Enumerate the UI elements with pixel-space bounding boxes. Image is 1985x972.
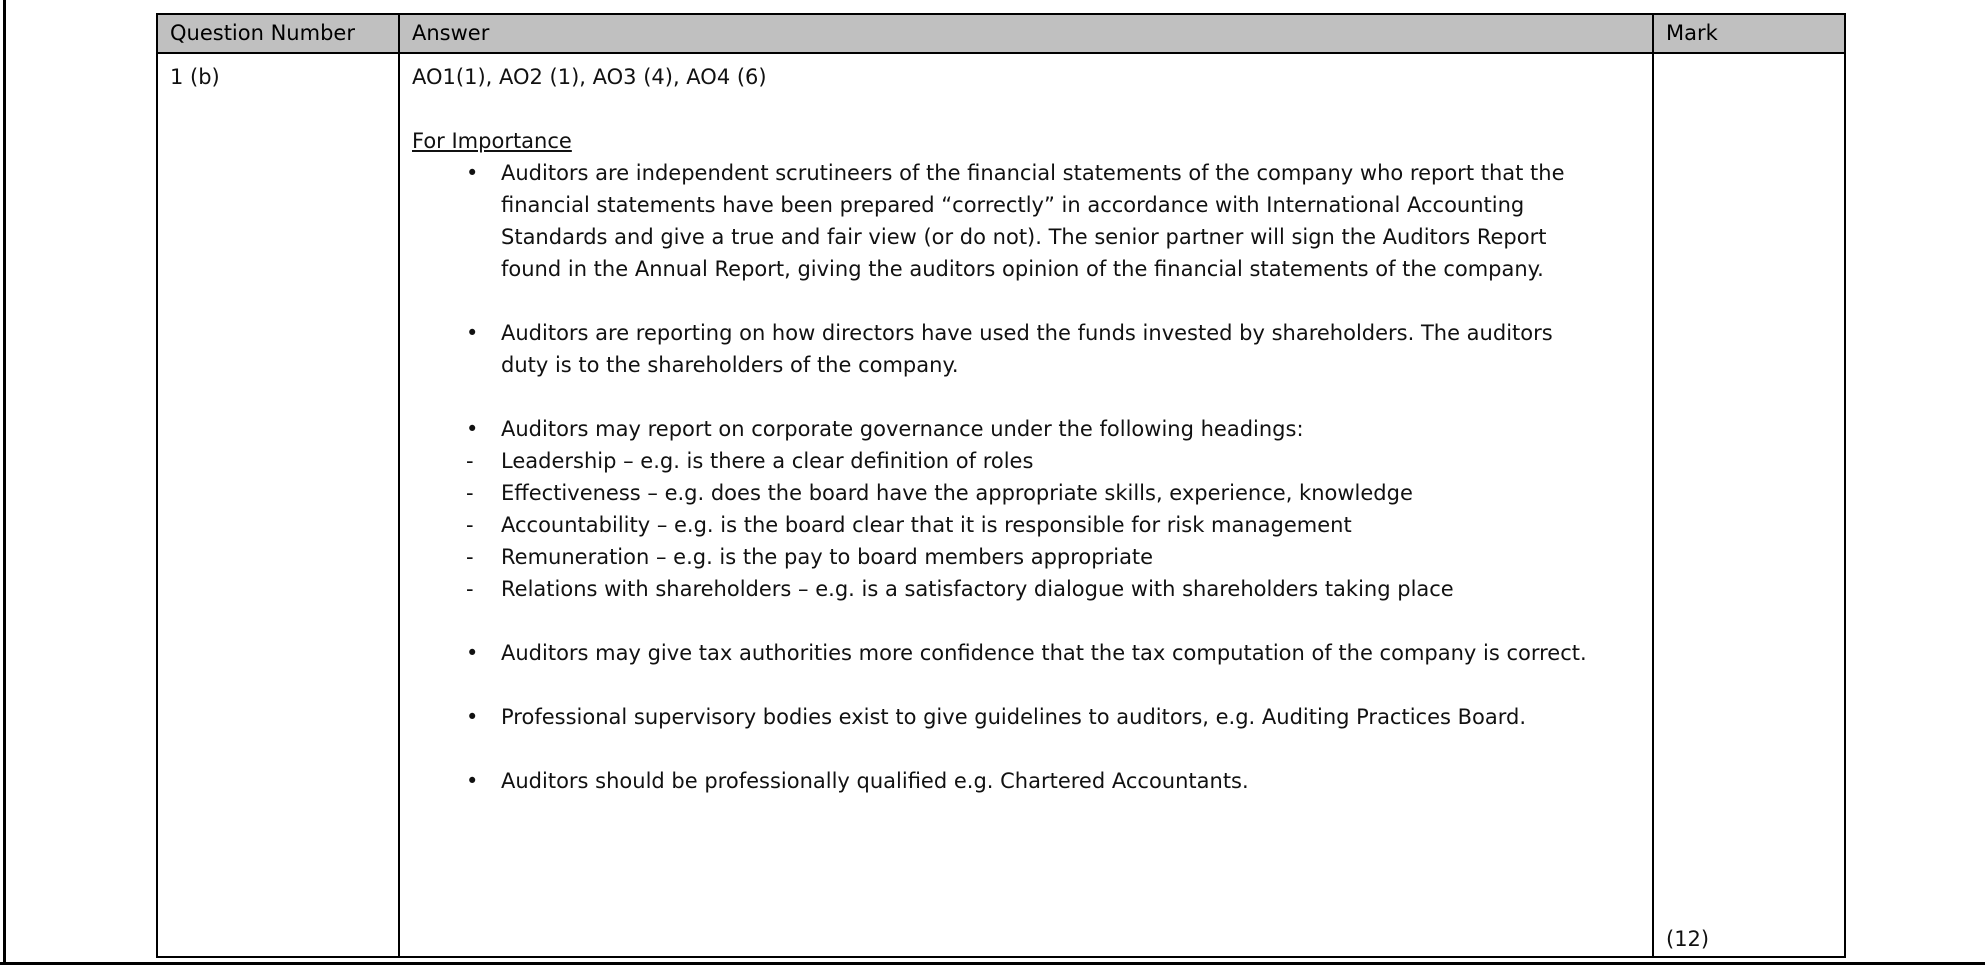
bullet-text: Auditors are independent scrutineers of the financial statements of the company who report that the financial statements have been prepared “correctly” in accordance with International Accounting Standards and give a true and fair view (or do not). The senior partner will sign the Auditors Report found in the Annual Report, giving the auditors opinion of the financial statements of the company. <box>501 161 1565 281</box>
dash-item <box>460 445 1599 477</box>
dash-item <box>460 573 1599 605</box>
ao-marks-line: AO1(1), AO2 (1), AO3 (4), AO4 (6) <box>412 65 767 89</box>
page-border-left <box>3 0 6 965</box>
bullet-item <box>460 157 1599 285</box>
table-body-row <box>158 54 1844 956</box>
mark-value: (12) <box>1666 927 1710 951</box>
bullet-item <box>460 413 1599 445</box>
page-border-bottom <box>0 962 1985 965</box>
header-question-number: Question Number <box>170 21 355 45</box>
bullet-text: Auditors should be professionally qualified e.g. Chartered Accountants. <box>501 769 1249 793</box>
bullet-item <box>460 637 1599 669</box>
dash-text: Accountability – e.g. is the board clear that it is responsible for risk management <box>501 513 1352 537</box>
bullet-text: Auditors may report on corporate governance under the following headings: <box>501 417 1304 441</box>
bullet-item <box>460 765 1599 797</box>
question-number-cell: 1 (b) <box>170 65 220 89</box>
bullet-text: Auditors may give tax authorities more confidence that the tax computation of the company is correct. <box>501 641 1587 665</box>
dash-text: Leadership – e.g. is there a clear definition of roles <box>501 449 1034 473</box>
dash-item <box>460 477 1599 509</box>
header-mark: Mark <box>1666 21 1718 45</box>
bullet-text: Auditors are reporting on how directors have used the funds invested by shareholders. The auditors duty is to the shareholders of the company. <box>501 321 1553 377</box>
mark-cell <box>1654 54 1844 956</box>
bullet-item <box>460 701 1599 733</box>
answer-cell <box>398 54 1654 956</box>
dash-item <box>460 541 1599 573</box>
bullet-item <box>460 317 1599 381</box>
header-answer: Answer <box>398 15 1654 52</box>
dash-text: Remuneration – e.g. is the pay to board members appropriate <box>501 545 1154 569</box>
dash-text: Relations with shareholders – e.g. is a satisfactory dialogue with shareholders taking place <box>501 577 1454 601</box>
mark-scheme-table <box>156 13 1846 958</box>
answer-bullet-list <box>412 157 1640 797</box>
section-heading: For Importance <box>412 129 572 153</box>
dash-text: Effectiveness – e.g. does the board have the appropriate skills, experience, knowledge <box>501 481 1413 505</box>
table-header-row <box>158 15 1844 54</box>
bullet-text: Professional supervisory bodies exist to give guidelines to auditors, e.g. Auditing Practices Board. <box>501 705 1527 729</box>
dash-item <box>460 509 1599 541</box>
